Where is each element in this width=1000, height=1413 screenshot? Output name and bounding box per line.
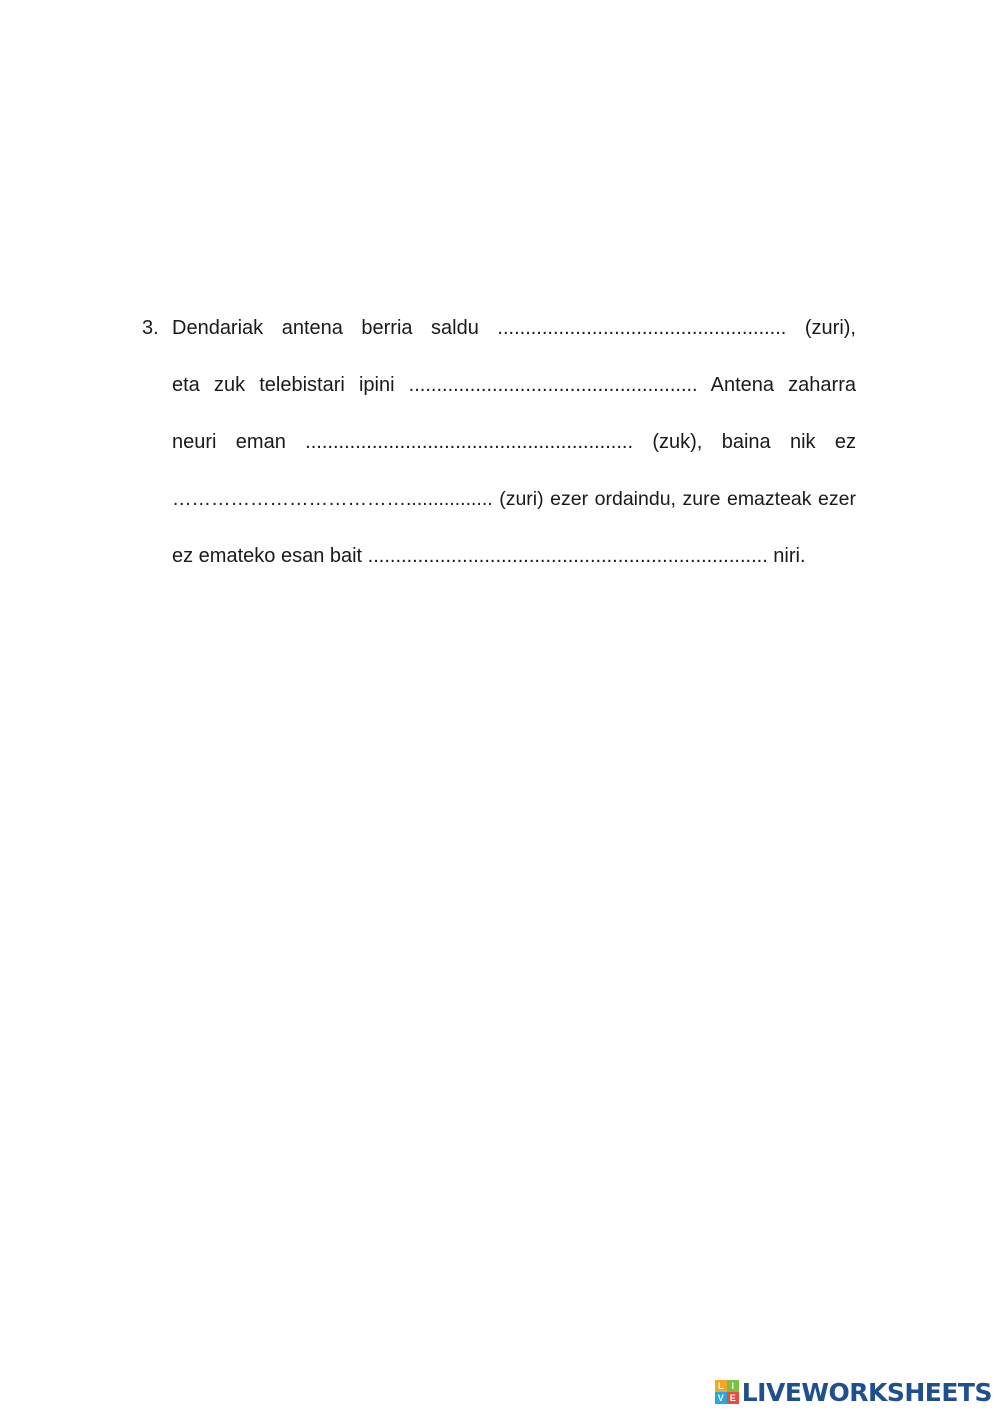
badge-letter: V	[715, 1392, 727, 1404]
logo-badge-icon	[715, 1380, 739, 1404]
liveworksheets-logo	[715, 1377, 992, 1407]
exercise-line-4: ………………………………................ (zuri) ezer ordaindu, zure emazteak ezer	[172, 488, 856, 510]
item-number: 3.	[142, 317, 159, 339]
logo-text: LIVEWORKSHEETS	[741, 1377, 992, 1407]
badge-letter: E	[727, 1392, 739, 1404]
badge-letter: I	[727, 1380, 739, 1392]
exercise-line-3: neuri eman ........................................................... (zuk), baina nik ez	[172, 431, 856, 453]
exercise-text	[172, 300, 856, 585]
badge-letter: L	[715, 1380, 727, 1392]
exercise-line-5: ez emateko esan bait ........................................................................ niri.	[172, 545, 806, 567]
exercise-line-1: Dendariak antena berria saldu .................................................... (zuri),	[172, 317, 856, 339]
exercise-line-2: eta zuk telebistari ipini .................................................... Antena zaharra	[172, 374, 856, 396]
